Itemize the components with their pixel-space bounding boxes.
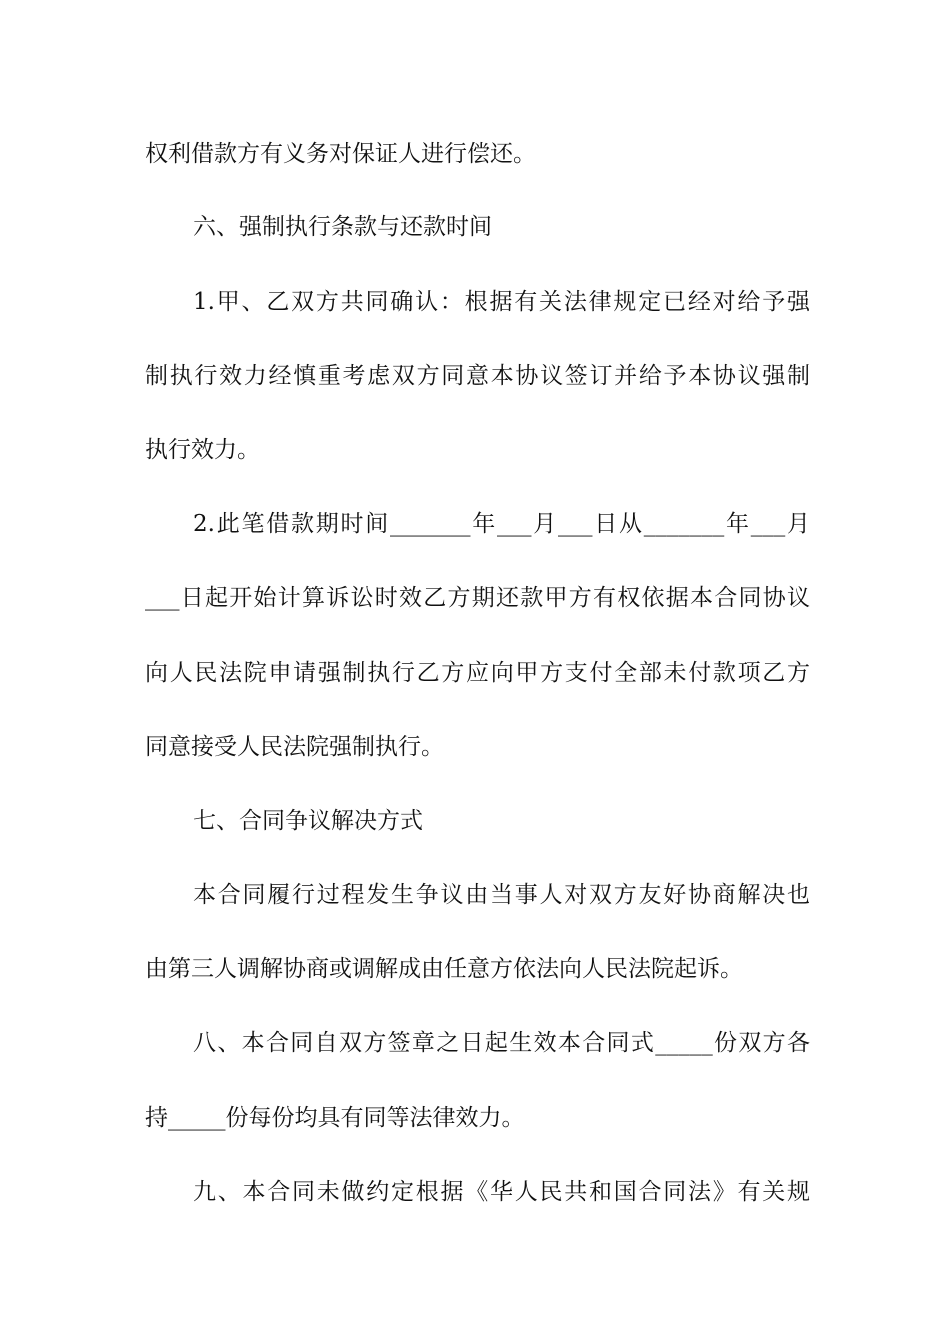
section-heading: 七、合同争议解决方式 [193,808,423,834]
paragraph-line: 持_____份每份均具有同等法律效力。 [145,1105,525,1131]
paragraph-line: 权利借款方有义务对保证人进行偿还。 [145,141,536,167]
paragraph-line: 2.此笔借款期时间_______年___月___日从_______年___月 [193,511,810,537]
paragraph-line: 执行效力。 [145,437,260,463]
section-heading: 六、强制执行条款与还款时间 [193,214,492,240]
paragraph-line: 同意接受人民法院强制执行。 [145,734,444,760]
paragraph-line: 九、本合同未做约定根据《华人民共和国合同法》有关规 [193,1179,810,1205]
paragraph-line: 本合同履行过程发生争议由当事人对双方友好协商解决也 [193,882,810,908]
paragraph-line: 向人民法院申请强制执行乙方应向甲方支付全部未付款项乙方 [145,660,810,686]
paragraph-line: 制执行效力经慎重考虑双方同意本协议签订并给予本协议强制 [145,363,810,389]
paragraph-line: 由第三人调解协商或调解成由任意方依法向人民法院起诉。 [145,956,743,982]
paragraph-line: 1.甲、乙双方共同确认：根据有关法律规定已经对给予强 [193,289,810,315]
paragraph-line: ___日起开始计算诉讼时效乙方期还款甲方有权依据本合同协议 [145,585,810,611]
paragraph-line: 八、本合同自双方签章之日起生效本合同式_____份双方各 [193,1030,810,1056]
